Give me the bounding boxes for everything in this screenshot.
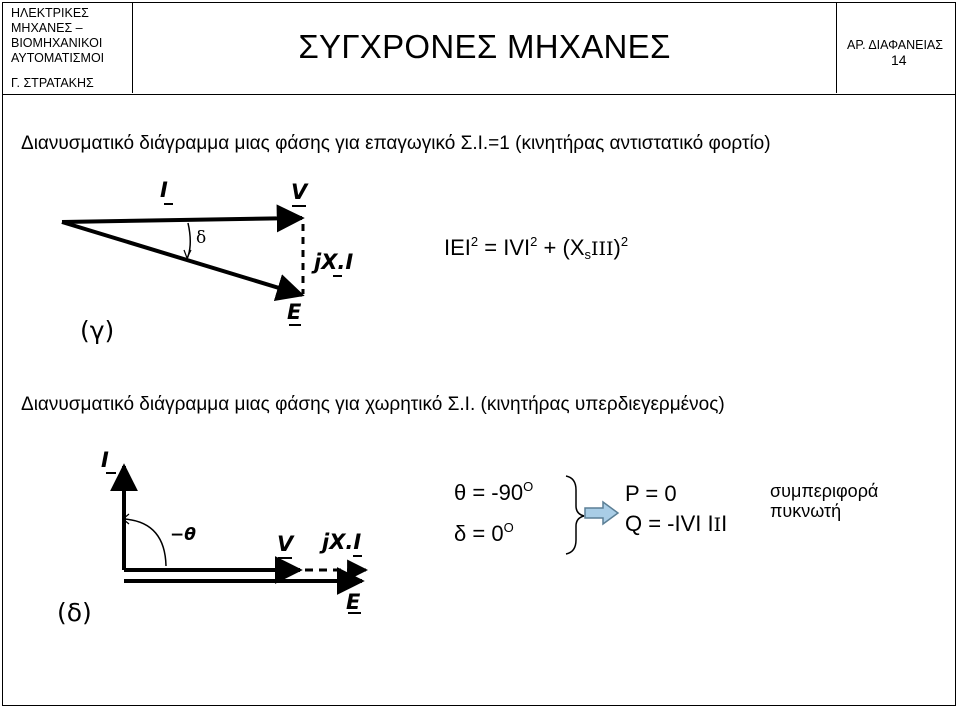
right-arrow-icon (585, 502, 618, 524)
header-subject-line-2: ΜΗΧΑΝΕΣ – (11, 21, 83, 35)
header-author: Γ. ΣΤΡΑΤΑΚΗΣ (11, 76, 94, 90)
magnitude-equation: $IEI^2 = IVI^2 + (X_sIII)^2$ (444, 234, 629, 262)
gamma-label-jx: jX.I (314, 250, 354, 274)
gamma-current-vector (62, 218, 302, 222)
note-line-2: πυκνωτή (770, 501, 842, 521)
delta-label-v: V (277, 532, 294, 556)
delta-equation: $\delta = 0^O$ (454, 520, 514, 546)
theta-equation: $\theta = -90^O$ (454, 479, 534, 505)
slide-number-label: ΑΡ. ΔΙΑΦΑΝΕΙΑΣ (847, 38, 943, 52)
gamma-label-delta: δ (196, 228, 207, 248)
delta-label-jx: jX.I (322, 530, 362, 554)
header-subject-line-1: ΗΛΕΚΤΡΙΚΕΣ (11, 6, 89, 20)
delta-theta-arc (124, 519, 166, 566)
section2-caption: Διανυσματικό διάγραμμα μιας φάσης για χωρητικό Σ.Ι. (κινητήρας υπερδιεγερμένος) (21, 394, 725, 415)
delta-label-i: I (101, 448, 109, 472)
note-line-1: συμπεριφορά (770, 481, 879, 501)
gamma-diagram-tag: (γ) (80, 316, 115, 345)
gamma-delta-arc-tip (184, 250, 191, 258)
delta-label-e: E (346, 590, 361, 614)
gamma-label-e: E (287, 300, 302, 324)
delta-label-theta: −θ (170, 525, 196, 545)
delta-diagram-tag: (δ) (57, 598, 92, 627)
capacitor-behavior-note (770, 481, 878, 521)
gamma-e-vector (62, 222, 302, 295)
gamma-label-i: I (160, 178, 168, 202)
reactive-power-equation: Q = -ΙVΙ ΙIΙ (625, 511, 728, 536)
slide-number: 14 (891, 52, 907, 68)
gamma-label-v: V (291, 180, 308, 204)
page-title: ΣΥΓΧΡΟΝΕΣ ΜΗΧΑΝΕΣ (298, 28, 671, 65)
brace-icon (566, 476, 584, 554)
header-subject-line-3: ΒΙΟΜΗΧΑΝΙΚΟΙ (11, 36, 103, 50)
header-subject-line-4: ΑΥΤΟΜΑΤΙΣΜΟΙ (11, 51, 105, 65)
power-equation: P = 0 (625, 481, 677, 506)
section1-caption: Διανυσματικό διάγραμμα μιας φάσης για επαγωγικό Σ.Ι.=1 (κινητήρας αντιστατικό φορτίο) (21, 133, 771, 154)
